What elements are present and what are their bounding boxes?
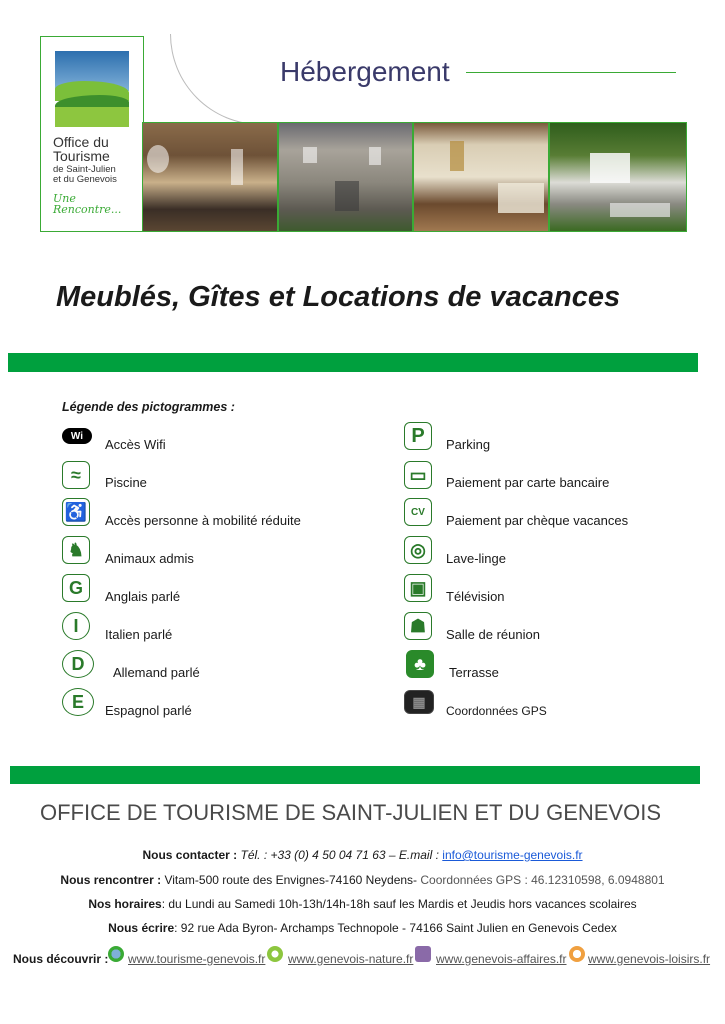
meet-label: Nous rencontrer : [60, 873, 162, 887]
office-tourisme-logo [40, 36, 144, 232]
legend-label: Espagnol parlé [105, 703, 192, 718]
stone-house-photo [278, 122, 413, 232]
dog-icon: ♞ [62, 536, 90, 564]
italian-icon: I [62, 612, 90, 640]
legend-label: Lave-linge [446, 551, 506, 566]
meet-address: Vitam-500 route des Envignes-74160 Neydens- [164, 873, 418, 887]
legend-label: Coordonnées GPS [446, 704, 547, 718]
legend-label: Animaux admis [105, 551, 194, 566]
contact-phone: Tél. : +33 (0) 4 50 04 71 63 – E.mail : [240, 848, 439, 862]
heading-rule [466, 72, 676, 73]
postal-line [0, 921, 725, 935]
credit-card-icon: ▭ [404, 461, 432, 489]
legend-label: Salle de réunion [446, 627, 540, 642]
spanish-icon: E [62, 688, 94, 716]
terrace-photo [549, 122, 687, 232]
meeting-room-icon: ☗ [404, 612, 432, 640]
logo-tagline [53, 193, 121, 215]
nature-website-link[interactable]: www.genevois-nature.fr [288, 952, 414, 966]
logo-line: de Saint-Julien [53, 164, 116, 175]
logo-line: et du Genevois [53, 174, 117, 185]
hours-label: Nos horaires [88, 897, 162, 911]
legend-label: Italien parlé [105, 627, 173, 642]
hours-text: : du Lundi au Samedi 10h-13h/14h-18h sauf les Mardis et Jeudis hors vacances scolaires [161, 897, 637, 911]
living-room-photo [142, 122, 278, 232]
hours-line [0, 897, 725, 911]
logo-tagline-line: Une [53, 192, 76, 205]
logo-text [53, 135, 110, 163]
legend-label: Accès personne à mobilité réduite [105, 513, 301, 528]
postal-address: : 92 rue Ada Byron- Archamps Technopole - 74166 Saint Julien en Genevois Cedex [174, 921, 617, 935]
legend-title: Légende des pictogrammes : [62, 400, 235, 414]
legend-label: Terrasse [449, 665, 499, 680]
green-band [8, 353, 698, 372]
tourism-site-icon [108, 946, 124, 962]
washing-machine-icon: ◎ [404, 536, 432, 564]
address-line [0, 873, 725, 887]
gps-coordinates: Coordonnées GPS : 46.12310598, 6.0948801 [420, 873, 665, 887]
legend-label: Allemand parlé [113, 665, 200, 680]
tourism-website-link[interactable]: www.tourisme-genevois.fr [128, 952, 266, 966]
wifi-icon: Wi [62, 428, 92, 444]
discover-label [13, 952, 108, 966]
organization-name: OFFICE DE TOURISME DE SAINT-JULIEN ET DU GENEVOIS [40, 800, 661, 825]
pool-icon: ≈ [62, 461, 90, 489]
business-website-link[interactable]: www.genevois-affaires.fr [436, 952, 567, 966]
legend-label: Paiement par chèque vacances [446, 513, 629, 528]
legend-label: Piscine [105, 475, 147, 490]
green-band [10, 766, 700, 784]
legend-label: Accès Wifi [105, 437, 166, 452]
leisure-site-icon [569, 946, 585, 962]
legend-label: Télévision [446, 589, 505, 604]
german-icon: D [62, 650, 94, 678]
legend-label: Parking [446, 437, 491, 452]
wheelchair-icon: ♿ [62, 498, 90, 526]
contact-label: Nous contacter : [142, 848, 238, 862]
discover-label-text: Nous découvrir : [13, 952, 109, 966]
logo-tagline-line: Rencontre... [53, 203, 122, 216]
holiday-voucher-icon: CV [404, 498, 432, 526]
leisure-website-link[interactable]: www.genevois-loisirs.fr [588, 952, 711, 966]
legend-label: Paiement par carte bancaire [446, 475, 610, 490]
logo-hill [55, 107, 129, 127]
page-heading: Hébergement [280, 56, 450, 87]
nature-site-icon [267, 946, 283, 962]
television-icon: ▣ [404, 574, 432, 602]
terrace-icon: ♣ [406, 650, 434, 678]
english-icon: G [62, 574, 90, 602]
gps-icon: ▦ [404, 690, 434, 714]
legend-label: Anglais parlé [105, 589, 181, 604]
business-site-icon [415, 946, 431, 962]
main-title: Meublés, Gîtes et Locations de vacances [56, 281, 621, 313]
logo-subtext [53, 165, 117, 185]
contact-email-link[interactable]: info@tourisme-genevois.fr [442, 848, 583, 862]
write-label: Nous écrire [108, 921, 175, 935]
logo-line: Tourisme [53, 148, 110, 164]
contact-line [0, 848, 725, 862]
parking-icon: P [404, 422, 432, 450]
bedroom-photo [413, 122, 549, 232]
logo-line: Office du [53, 134, 109, 150]
